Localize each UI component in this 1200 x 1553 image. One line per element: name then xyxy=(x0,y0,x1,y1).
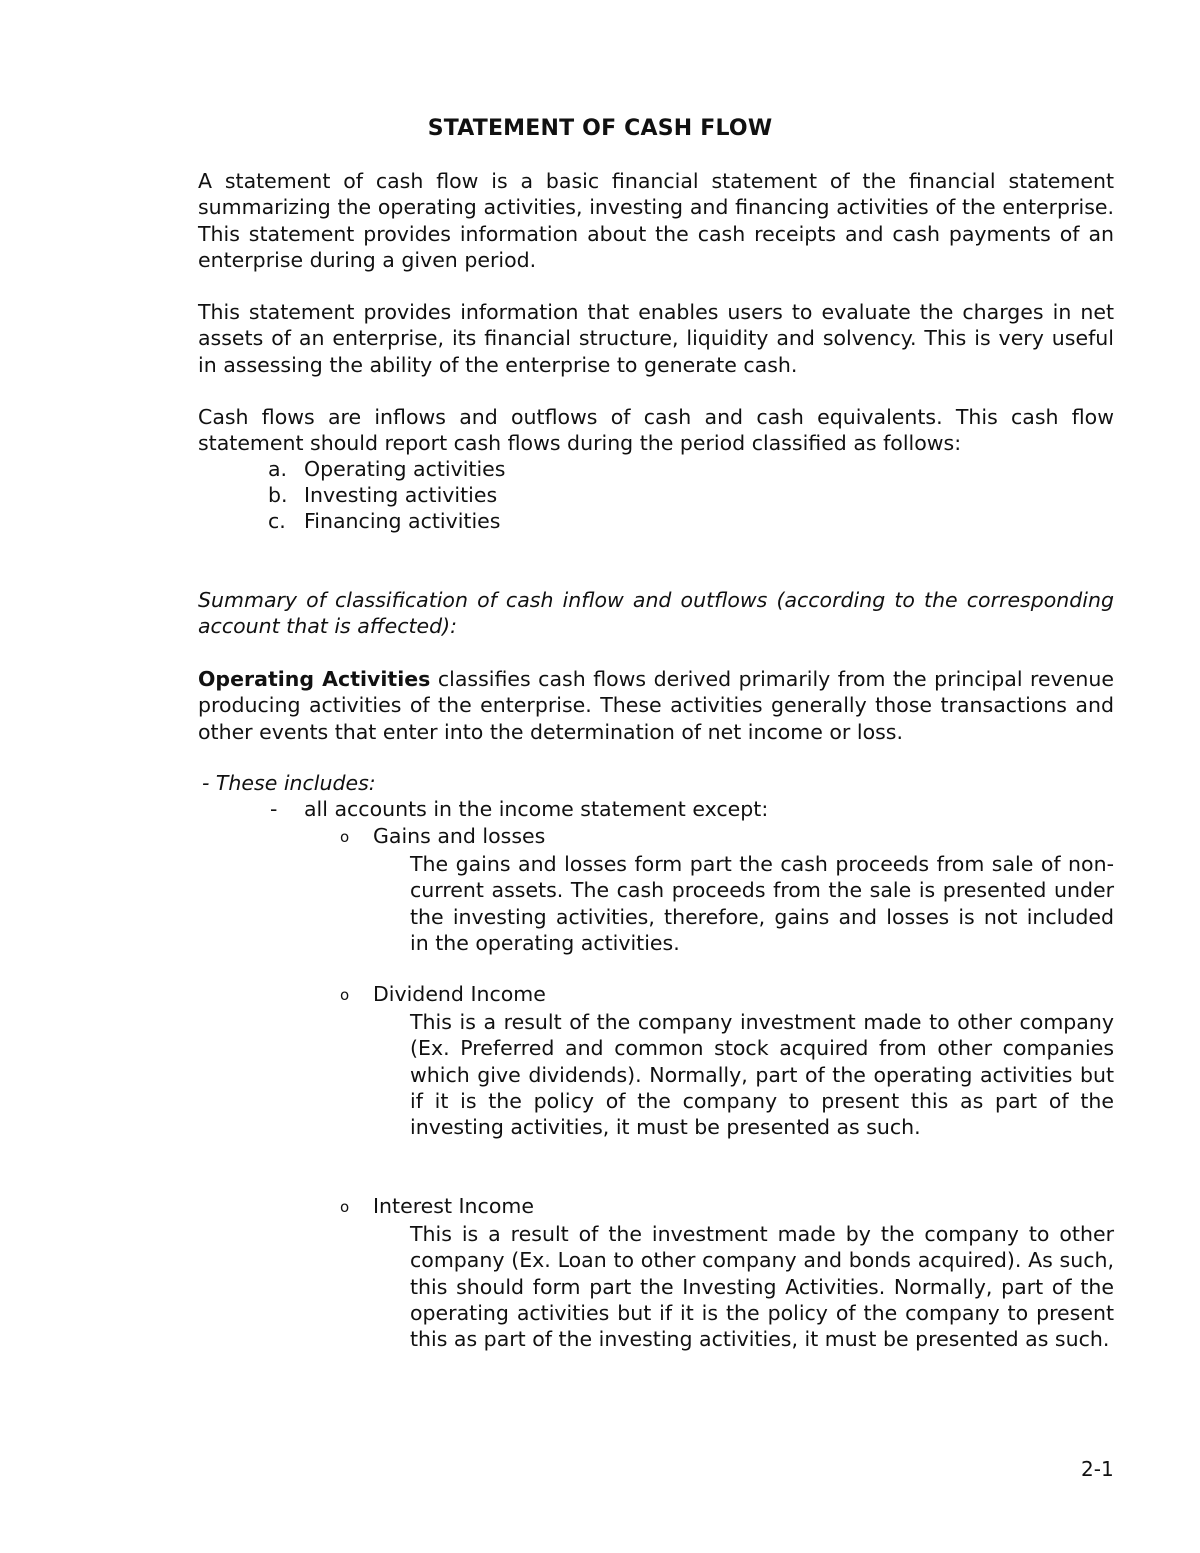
list-item xyxy=(268,456,505,482)
list-item xyxy=(270,796,768,822)
list-marker: c. xyxy=(268,509,286,533)
list-item-label: Investing activities xyxy=(304,483,498,507)
bullet-marker: o xyxy=(340,828,350,846)
list-marker: a. xyxy=(268,457,288,481)
bullet-marker: o xyxy=(340,1198,350,1216)
page-title: STATEMENT OF CASH FLOW xyxy=(427,116,773,141)
exception-heading: Gains and losses xyxy=(373,824,546,848)
page-number: 2-1 xyxy=(1081,1457,1114,1481)
operating-activities-paragraph xyxy=(198,666,1114,745)
includes-label: - These includes: xyxy=(202,771,376,795)
exception-text: This is a result of the investment made by the company to other company (Ex. Loan to other company and bonds acquired). As such, this should form part the Investing Activities. Normally, part of the operating activities but if it is the policy of the company to present this as part of the investing activities, it must be presented as such. xyxy=(410,1222,1114,1352)
operating-activities-term: Operating Activities xyxy=(198,667,431,691)
bullet-marker: o xyxy=(340,986,350,1004)
operating-activities-definition: classifies cash flows derived primarily from the principal revenue producing activities of the enterprise. These activities generally those transactions and other events that enter into the determination of net income or loss. xyxy=(198,667,1114,744)
list-item-label: Operating activities xyxy=(304,457,506,481)
list-marker: b. xyxy=(268,483,288,507)
purpose-paragraph: This statement provides information that enables users to evaluate the charges in net assets of an enterprise, its financial structure, liquidity and solvency. This is very useful in assessing the ability of the enterprise to generate cash. xyxy=(198,300,1114,377)
accounts-line: all accounts in the income statement except: xyxy=(304,797,769,821)
exception-heading: Dividend Income xyxy=(373,982,546,1006)
classification-paragraph: Cash flows are inflows and outflows of cash and cash equivalents. This cash flow statement should report cash flows during the period classified as follows: xyxy=(198,405,1114,456)
list-item xyxy=(268,508,500,534)
list-item-label: Financing activities xyxy=(304,509,501,533)
summary-heading: Summary of classification of cash inflow and outflows (according to the corresponding account that is affected): xyxy=(198,588,1114,639)
exception-text: The gains and losses form part the cash proceeds from sale of non-current assets. The cash proceeds from the sale is presented under the investing activities, therefore, gains and losses is not included in the operating activities. xyxy=(410,852,1114,955)
list-item xyxy=(268,482,497,508)
exception-text: This is a result of the company investment made to other company (Ex. Preferred and common stock acquired from other companies which give dividends). Normally, part of the operating activities but if it is the policy of the company to present this as part of the investing activities, it must be presented as such. xyxy=(410,1010,1114,1140)
dash-marker: - xyxy=(270,797,278,821)
intro-paragraph: A statement of cash flow is a basic financial statement of the financial statement summarizing the operating activities, investing and financing activities of the enterprise. This statement provides information about the cash receipts and cash payments of an enterprise during a given period. xyxy=(198,169,1114,272)
exception-heading: Interest Income xyxy=(373,1194,534,1218)
